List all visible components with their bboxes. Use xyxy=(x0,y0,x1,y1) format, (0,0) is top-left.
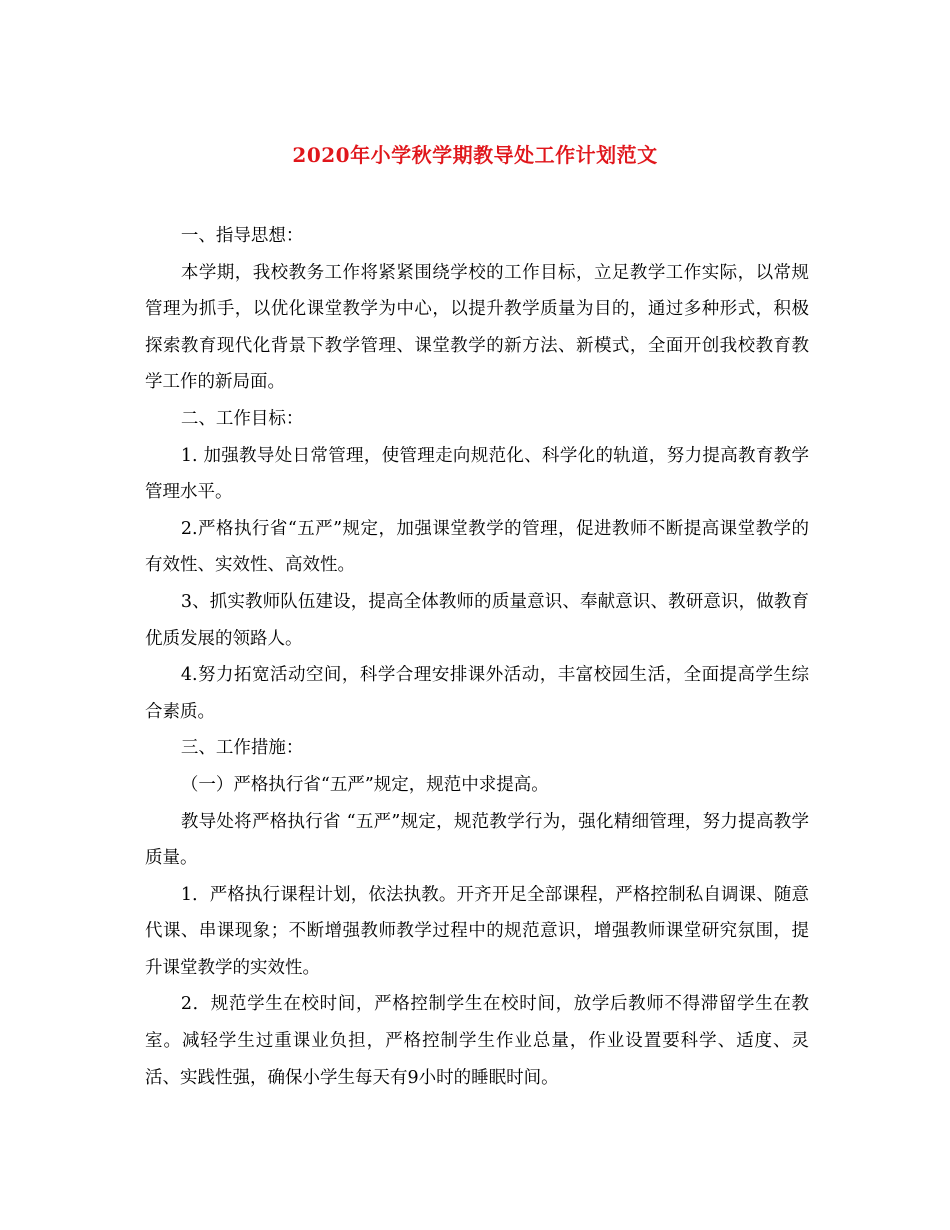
goal-item: 2.严格执行省“五严”规定，加强课堂教学的管理，促进教师不断提高课堂教学的有效性、实效性、高效性。 xyxy=(145,518,809,576)
document-title: 2020年小学秋学期教导处工作计划范文 xyxy=(292,143,658,167)
goal-item: 1. 加强教导处日常管理，使管理走向规范化、科学化的轨道，努力提高教育教学管理水平。 xyxy=(145,445,809,503)
subsection-heading: （一）严格执行省“五严”规定，规范中求提高。 xyxy=(180,774,549,795)
section-heading-work-goals: 二、工作目标： xyxy=(180,408,304,429)
section-heading-guiding-ideology: 一、指导思想： xyxy=(180,226,304,246)
goal-item: 4.努力拓宽活动空间，科学合理安排课外活动，丰富校园生活，全面提高学生综合素质。 xyxy=(145,665,809,722)
measure-item: 1．严格执行课程计划，依法执教。开齐开足全部课程，严格控制私自调课、随意代课、串课现象；不断增强教师教学过程中的规范意识，增强教师课堂研究氛围，提升课堂教学的实效性。 xyxy=(145,884,809,978)
section-heading-work-measures: 三、工作措施： xyxy=(180,738,304,759)
paragraph: 本学期，我校教务工作将紧紧围绕学校的工作目标，立足教学工作实际，以常规管理为抓手，以优化课堂教学为中心，以提升教学质量为目的，通过多种形式，积极探索教育现代化背景下教学管理、课堂教学的新方法、新模式，全面开创我校教育教学工作的新局面。 xyxy=(145,262,809,393)
measure-item: 2．规范学生在校时间，严格控制学生在校时间，放学后教师不得滞留学生在教室。减轻学生过重课业负担，严格控制学生作业总量，作业设置要科学、适度、灵活、实践性强，确保小学生每天有9小时的睡眠时间。 xyxy=(145,994,809,1088)
document-body xyxy=(145,218,809,1096)
goal-item: 3、抓实教师队伍建设，提高全体教师的质量意识、奉献意识、教研意识，做教育优质发展的领路人。 xyxy=(145,591,809,649)
paragraph: 教导处将严格执行省 “五严”规定，规范教学行为，强化精细管理，努力提高教学质量。 xyxy=(145,811,809,869)
